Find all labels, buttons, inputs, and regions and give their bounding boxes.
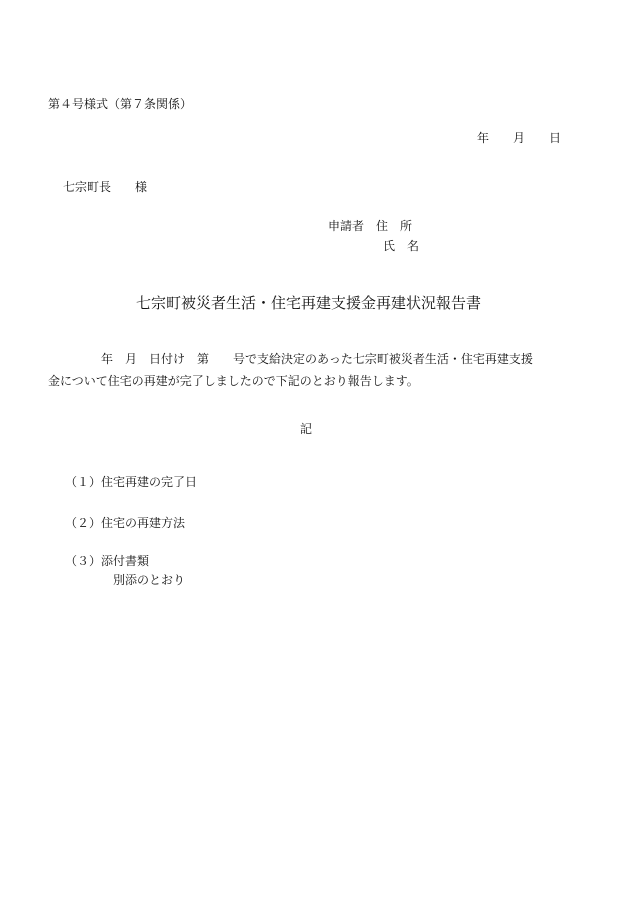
applicant-address-label: 申請者 住 所 [328,219,413,233]
form-number: 第４号様式（第７条関係） [48,97,193,111]
addressee: 七宗町長 様 [63,180,148,194]
body-line-2: 金について住宅の再建が完了しましたので下記のとおり報告します。 [48,374,419,388]
item-rebuild-method: （２）住宅の再建方法 [65,516,186,530]
date-line: 年 月 日 [477,131,562,145]
ki-heading: 記 [300,422,313,436]
body-line-1: 年 月 日付け 第 号で支給決定のあった七宗町被災者生活・住宅再建支援 [101,352,533,366]
attachment-note: 別添のとおり [113,573,186,587]
item-attachments: （３）添付書類 [65,554,150,568]
document-title: 七宗町被災者生活・住宅再建支援金再建状況報告書 [136,294,482,312]
applicant-name-label: 氏 名 [383,239,420,253]
item-completion-date: （１）住宅再建の完了日 [65,475,198,489]
